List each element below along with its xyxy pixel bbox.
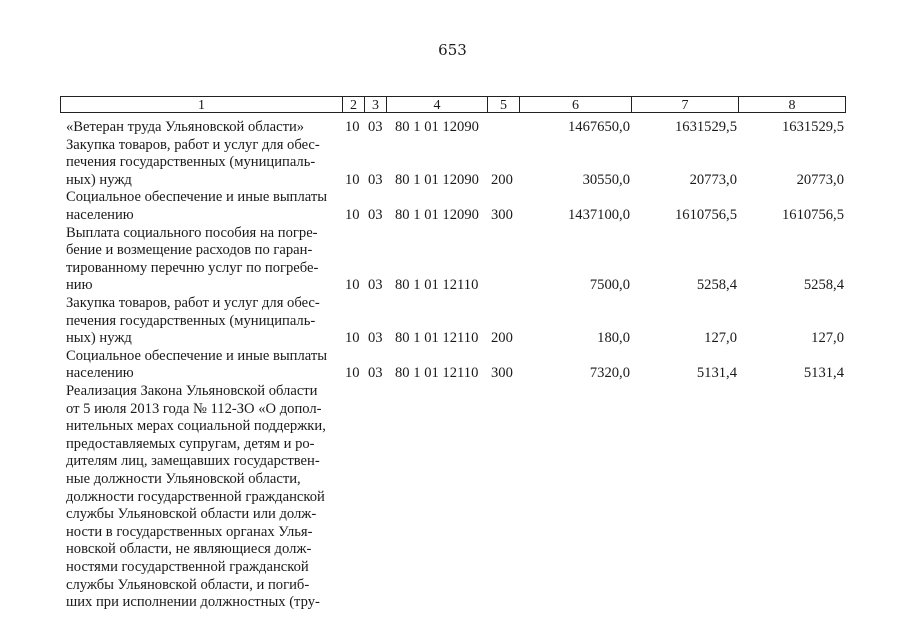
- row-description: [66, 295, 338, 348]
- cell-c7: 1631529,5: [674, 119, 737, 135]
- description-line: Социальное обеспечение и иные выплаты: [66, 347, 328, 364]
- cell-c7: 5131,4: [696, 365, 737, 382]
- cell-c5: 200: [491, 171, 513, 188]
- description-line: Закупка товаров, работ и услуг для обес-: [66, 136, 320, 153]
- cell-c4: 80 1 01 12090: [395, 206, 479, 223]
- cell-c5: 300: [491, 365, 513, 382]
- cell-c6: 30550,0: [582, 171, 630, 188]
- description-line: новской области, не являющиеся долж-: [66, 541, 312, 558]
- row-description: [66, 137, 338, 190]
- cell-c6: 7500,0: [589, 277, 630, 294]
- cell-c7: 20773,0: [689, 171, 737, 188]
- row-description: [66, 383, 338, 612]
- description-line: Выплата социального пособия на погре-: [66, 224, 318, 241]
- description-line: «Ветеран труда Ульяновской области»: [66, 119, 305, 135]
- description-line: ности в государственных органах Улья-: [66, 523, 313, 540]
- header-col-8: 8: [739, 96, 846, 113]
- cell-c3: 03: [368, 330, 383, 347]
- description-line: предоставляемых супругам, детям и ро-: [66, 435, 315, 452]
- description-line: от 5 июля 2013 года № 112-ЗО «О допол-: [66, 400, 322, 417]
- header-col-7: 7: [632, 96, 739, 113]
- cell-c7: 1610756,5: [674, 206, 737, 223]
- cell-c8: 5258,4: [803, 277, 844, 294]
- cell-c6: 1437100,0: [567, 206, 630, 223]
- cell-c3: 03: [368, 171, 383, 188]
- cell-c8: 1631529,5: [781, 119, 844, 135]
- cell-c3: 03: [368, 277, 383, 294]
- cell-c2: 10: [345, 119, 360, 135]
- cell-c6: 7320,0: [589, 365, 630, 382]
- cell-c5: 300: [491, 206, 513, 223]
- description-line: нию: [66, 277, 93, 294]
- description-line: печения государственных (муниципаль-: [66, 312, 316, 329]
- cell-c7: 5258,4: [696, 277, 737, 294]
- header-col-6: 6: [520, 96, 632, 113]
- cell-c2: 10: [345, 365, 360, 382]
- row-description: [66, 189, 338, 224]
- cell-c3: 03: [368, 119, 383, 135]
- header-col-2: 2: [343, 96, 365, 113]
- cell-c3: 03: [368, 365, 383, 382]
- cell-c4: 80 1 01 12090: [395, 119, 479, 135]
- row-description: [66, 225, 338, 295]
- cell-c2: 10: [345, 171, 360, 188]
- description-line: должности государственной гражданской: [66, 488, 325, 505]
- cell-c4: 80 1 01 12090: [395, 171, 479, 188]
- cell-c8: 20773,0: [796, 171, 844, 188]
- description-line: службы Ульяновской области, и погиб-: [66, 576, 310, 593]
- description-line: службы Ульяновской области или долж-: [66, 506, 317, 523]
- row-description: [66, 119, 338, 137]
- cell-c4: 80 1 01 12110: [395, 365, 479, 382]
- description-line: ностями государственной гражданской: [66, 558, 309, 575]
- description-line: ных) нужд: [66, 330, 132, 347]
- cell-c6: 180,0: [597, 330, 630, 347]
- description-line: Закупка товаров, работ и услуг для обес-: [66, 295, 320, 311]
- cell-c6: 1467650,0: [567, 119, 630, 135]
- description-line: тированному перечню услуг по погребе-: [66, 259, 319, 276]
- description-line: печения государственных (муниципаль-: [66, 154, 316, 171]
- header-col-5: 5: [488, 96, 520, 113]
- cell-c5: 200: [491, 330, 513, 347]
- header-col-1: 1: [60, 96, 343, 113]
- description-line: Реализация Закона Ульяновской области: [66, 383, 318, 399]
- description-line: населению: [66, 206, 134, 223]
- description-line: нительных мерах социальной поддержки,: [66, 418, 326, 435]
- cell-c8: 127,0: [811, 330, 844, 347]
- description-line: ные должности Ульяновской области,: [66, 470, 301, 487]
- description-line: ных) нужд: [66, 171, 132, 188]
- table-header: [60, 96, 846, 114]
- cell-c3: 03: [368, 206, 383, 223]
- description-line: дителям лиц, замещавших государствен-: [66, 453, 320, 470]
- description-line: населению: [66, 365, 134, 382]
- cell-c4: 80 1 01 12110: [395, 277, 479, 294]
- cell-c7: 127,0: [704, 330, 737, 347]
- cell-c2: 10: [345, 277, 360, 294]
- header-col-3: 3: [365, 96, 387, 113]
- page-number: 653: [438, 41, 467, 59]
- cell-c2: 10: [345, 206, 360, 223]
- description-line: бение и возмещение расходов по гаран-: [66, 242, 313, 259]
- cell-c4: 80 1 01 12110: [395, 330, 479, 347]
- cell-c8: 5131,4: [803, 365, 844, 382]
- description-line: Социальное обеспечение и иные выплаты: [66, 189, 328, 206]
- cell-c8: 1610756,5: [781, 206, 844, 223]
- description-line: ших при исполнении должностных (тру-: [66, 594, 320, 611]
- row-description: [66, 348, 338, 383]
- header-col-4: 4: [387, 96, 488, 113]
- cell-c2: 10: [345, 330, 360, 347]
